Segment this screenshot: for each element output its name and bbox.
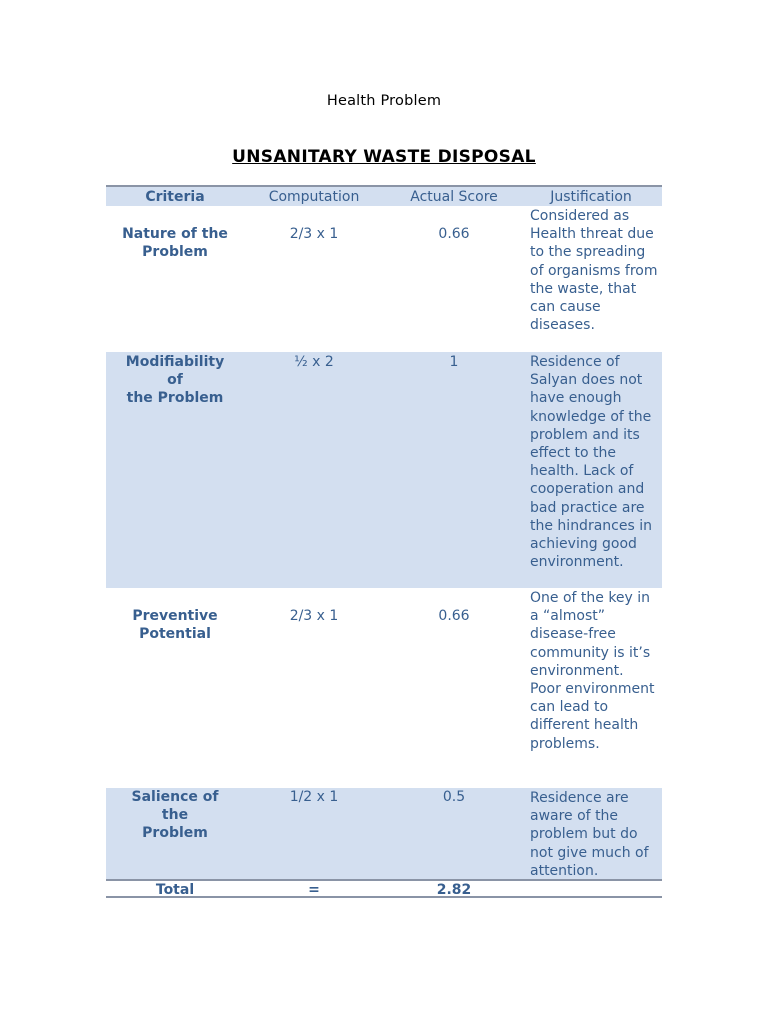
header-computation: Computation [268, 189, 360, 205]
justification-cell: One of the key in a “almost” disease-free community is it’s environment. Poor environment can lead to different health problems. [530, 590, 655, 752]
score-cell: 1 [449, 354, 459, 370]
criteria-cell: Modifiability of the Problem [125, 354, 225, 407]
table-row [106, 788, 662, 879]
justification-cell: Residence of Salyan does not have enough knowledge of the problem and its effect to the health. Lack of cooperation and bad practice are the hindrances in achieving good environment. [530, 354, 652, 571]
table-header-row [106, 187, 662, 206]
score-cell: 0.66 [438, 608, 470, 624]
criteria-cell: Nature of the Problem [122, 226, 228, 261]
header-criteria: Criteria [145, 189, 205, 205]
criteria-cell: Salience of the Problem [131, 789, 219, 842]
criteria-cell: Preventive Potential [132, 608, 218, 643]
total-label: Total [155, 882, 195, 896]
computation-cell: 2/3 x 1 [289, 226, 339, 242]
table-row [106, 206, 662, 352]
justification-cell: Considered as Health threat due to the spreading of organisms from the waste, that can cause diseases. [530, 208, 658, 334]
justification-cell: Residence are aware of the problem but do not give much of attention. [530, 790, 649, 879]
table-row [106, 588, 662, 788]
table-total-row [106, 879, 662, 898]
header-actual-score: Actual Score [410, 189, 498, 205]
score-cell: 0.5 [442, 789, 466, 805]
computation-cell: 2/3 x 1 [289, 608, 339, 624]
computation-cell: 1/2 x 1 [289, 789, 339, 805]
document-heading: Health Problem [326, 93, 442, 109]
table-row [106, 352, 662, 588]
header-justification: Justification [550, 189, 632, 205]
total-equals: = [308, 882, 320, 896]
computation-cell: ½ x 2 [294, 354, 334, 370]
scoring-table [106, 185, 662, 898]
score-cell: 0.66 [438, 226, 470, 242]
document-title: UNSANITARY WASTE DISPOSAL [232, 147, 536, 167]
total-justification [524, 881, 662, 896]
total-score: 2.82 [436, 882, 472, 896]
